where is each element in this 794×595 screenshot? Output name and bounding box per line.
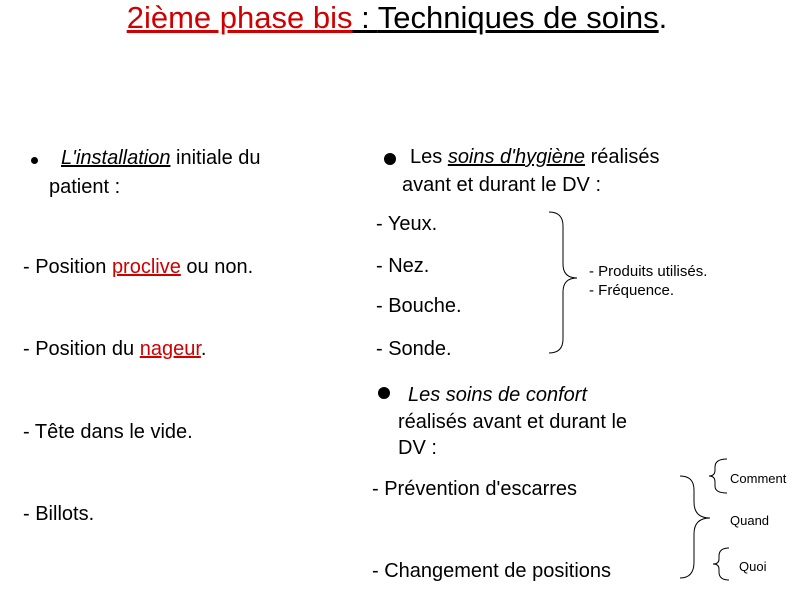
title-separator: : [352, 0, 378, 35]
installation-term: L'installation [61, 147, 171, 169]
title-period: . [658, 0, 668, 35]
hygiene-note-produits: - Produits utilisés. [589, 263, 708, 280]
confort-heading: Les soins de confort [408, 384, 587, 406]
title-phase: 2ième phase bis [126, 0, 353, 35]
hygiene-right-brace [549, 212, 577, 353]
term-nageur: nageur [139, 338, 201, 360]
confort-item-escarres: - Prévention d'escarres [372, 478, 578, 500]
installation-line2: patient : [49, 176, 121, 198]
title-topic: Techniques de soins [377, 0, 659, 35]
confort-line2: réalisés avant et durant le [398, 411, 628, 433]
left-item-tete: - Tête dans le vide. [23, 421, 193, 443]
confort-note-quoi: Quoi [739, 559, 767, 574]
confort-right-brace [680, 476, 710, 578]
confort-note-comment: Comment [730, 471, 787, 486]
term-proclive: proclive [111, 256, 181, 278]
left-item-proclive: - Position proclive ou non. [23, 256, 254, 278]
installation-rest: initiale du [170, 147, 261, 169]
hygiene-line2: avant et durant le DV : [402, 174, 602, 196]
hygiene-heading: Les soins d'hygiène réalisés [410, 146, 660, 168]
left-item-billots: - Billots. [23, 503, 95, 525]
comment-left-brace [709, 459, 727, 493]
hygiene-item-yeux: - Yeux. [376, 213, 438, 235]
confort-note-quand: Quand [730, 513, 770, 528]
left-item-nageur: - Position du nageur. [23, 338, 207, 360]
hygiene-term: soins d'hygiène [447, 146, 586, 168]
quoi-left-brace [713, 548, 729, 580]
hygiene-item-bouche: - Bouche. [376, 295, 462, 317]
hygiene-item-nez: - Nez. [376, 255, 430, 277]
confort-item-positions: - Changement de positions [372, 560, 612, 582]
hygiene-item-sonde: - Sonde. [376, 338, 452, 360]
hygiene-note-frequence: - Fréquence. [589, 282, 675, 299]
confort-line3: DV : [398, 437, 437, 459]
